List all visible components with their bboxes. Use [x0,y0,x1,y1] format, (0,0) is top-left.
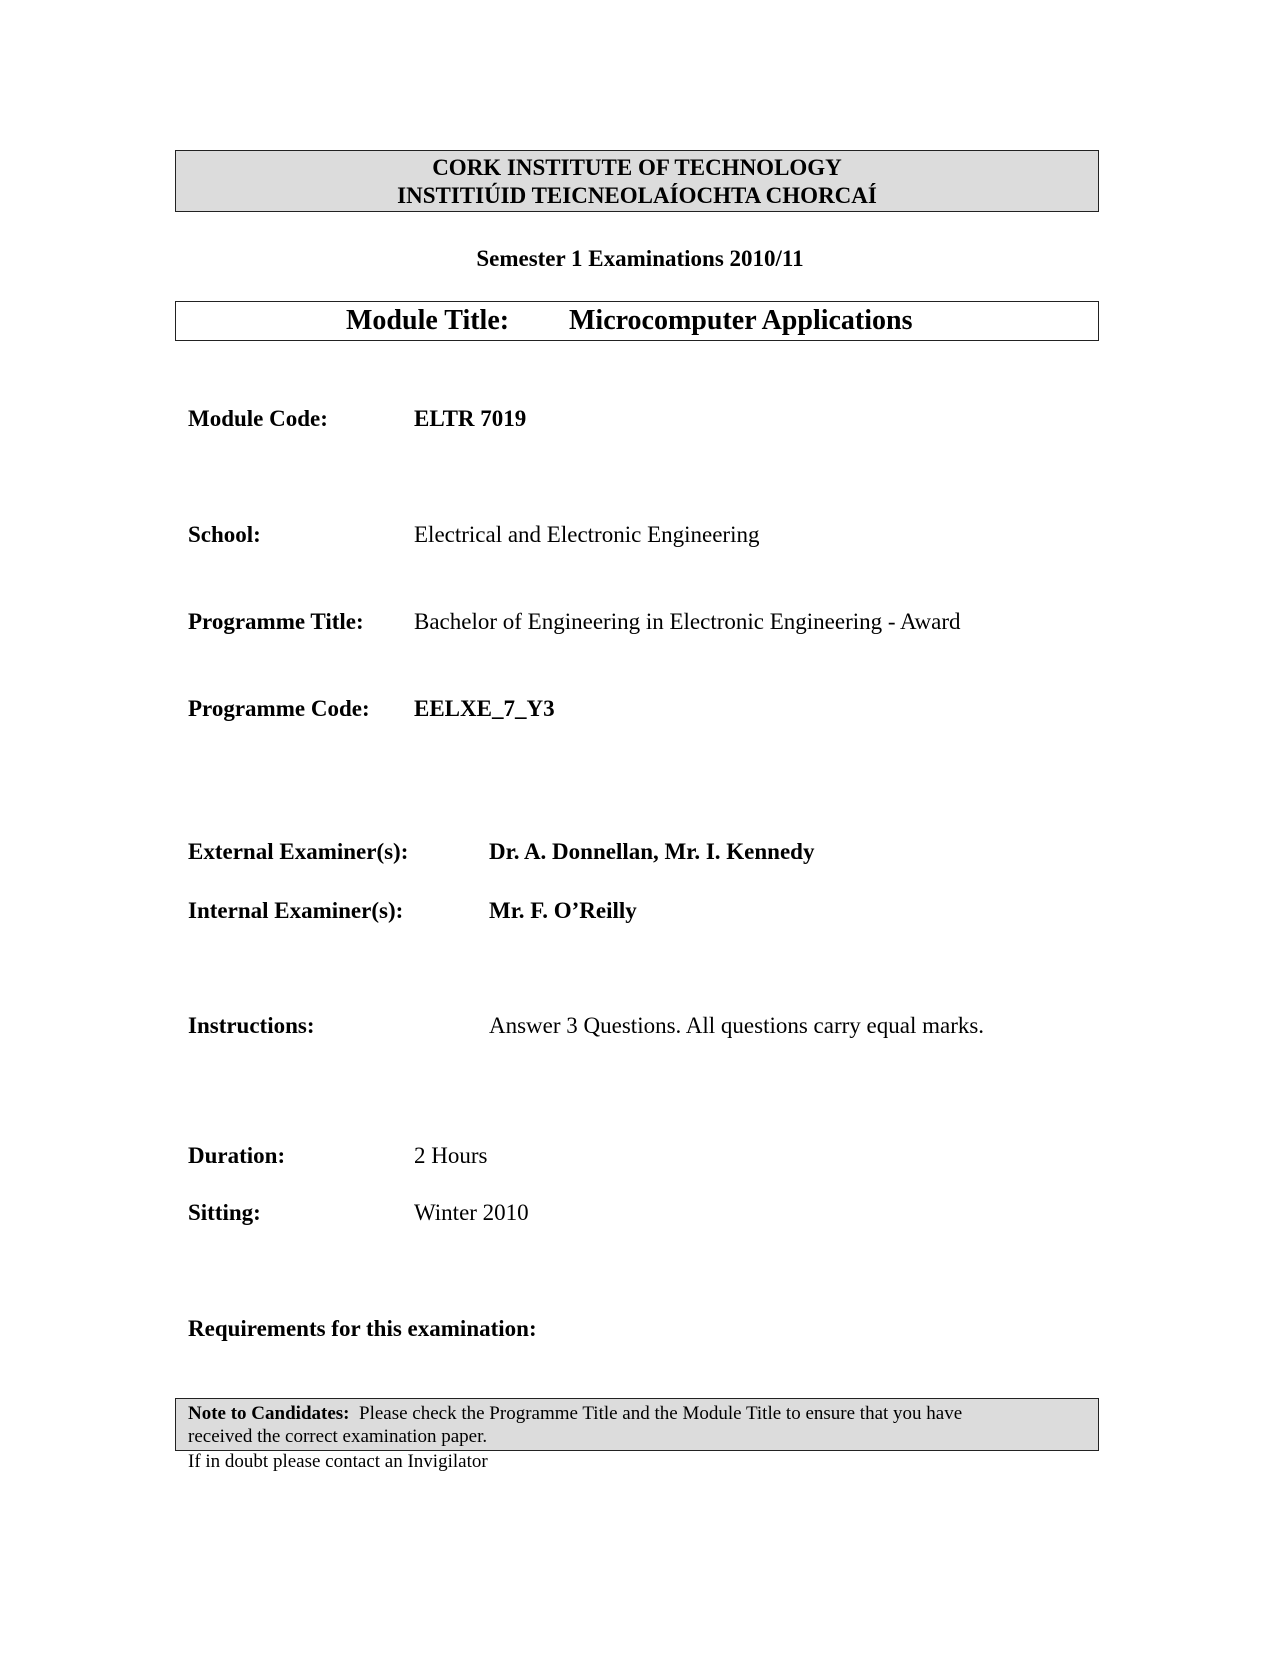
internal-examiners-value: Mr. F. O’Reilly [489,898,637,923]
school-value: Electrical and Electronic Engineering [414,522,760,547]
duration-value: 2 Hours [414,1143,488,1168]
module-code-label: Module Code: [188,406,328,431]
note-text-line1: Please check the Programme Title and the Module Title to ensure that you have [359,1403,963,1424]
instructions-label: Instructions: [188,1013,315,1038]
module-title-box [175,301,1099,341]
institute-name-irish: INSTITIÚID TEICNEOLAÍOCHTA CHORCAÍ [397,183,877,208]
note-line-1 [188,1402,1086,1425]
sitting-value: Winter 2010 [414,1200,529,1225]
requirements-heading: Requirements for this examination: [188,1316,537,1341]
note-label: Note to Candidates: [188,1403,350,1424]
sitting-label: Sitting: [188,1200,261,1225]
semester-title: Semester 1 Examinations 2010/11 [476,246,804,271]
note-text-line2: received the correct examination paper. [188,1426,488,1447]
school-label: School: [188,522,261,547]
programme-code-label: Programme Code: [188,696,370,721]
module-code-value: ELTR 7019 [414,406,527,431]
institute-header [175,150,1099,212]
module-title-value: Microcomputer Applications [569,305,913,336]
module-title-label: Module Title: [346,305,510,336]
instructions-value: Answer 3 Questions. All questions carry equal marks. [489,1013,985,1038]
invigilator-note: If in doubt please contact an Invigilator [188,1451,488,1472]
external-examiners-label: External Examiner(s): [188,839,409,864]
internal-examiners-label: Internal Examiner(s): [188,898,404,923]
programme-code-value: EELXE_7_Y3 [414,696,555,721]
institute-name-english: CORK INSTITUTE OF TECHNOLOGY [432,155,842,180]
external-examiners-value: Dr. A. Donnellan, Mr. I. Kennedy [489,839,815,864]
programme-title-value: Bachelor of Engineering in Electronic Engineering - Award [414,609,961,634]
programme-title-label: Programme Title: [188,609,364,634]
note-to-candidates-box [175,1398,1099,1451]
duration-label: Duration: [188,1143,286,1168]
